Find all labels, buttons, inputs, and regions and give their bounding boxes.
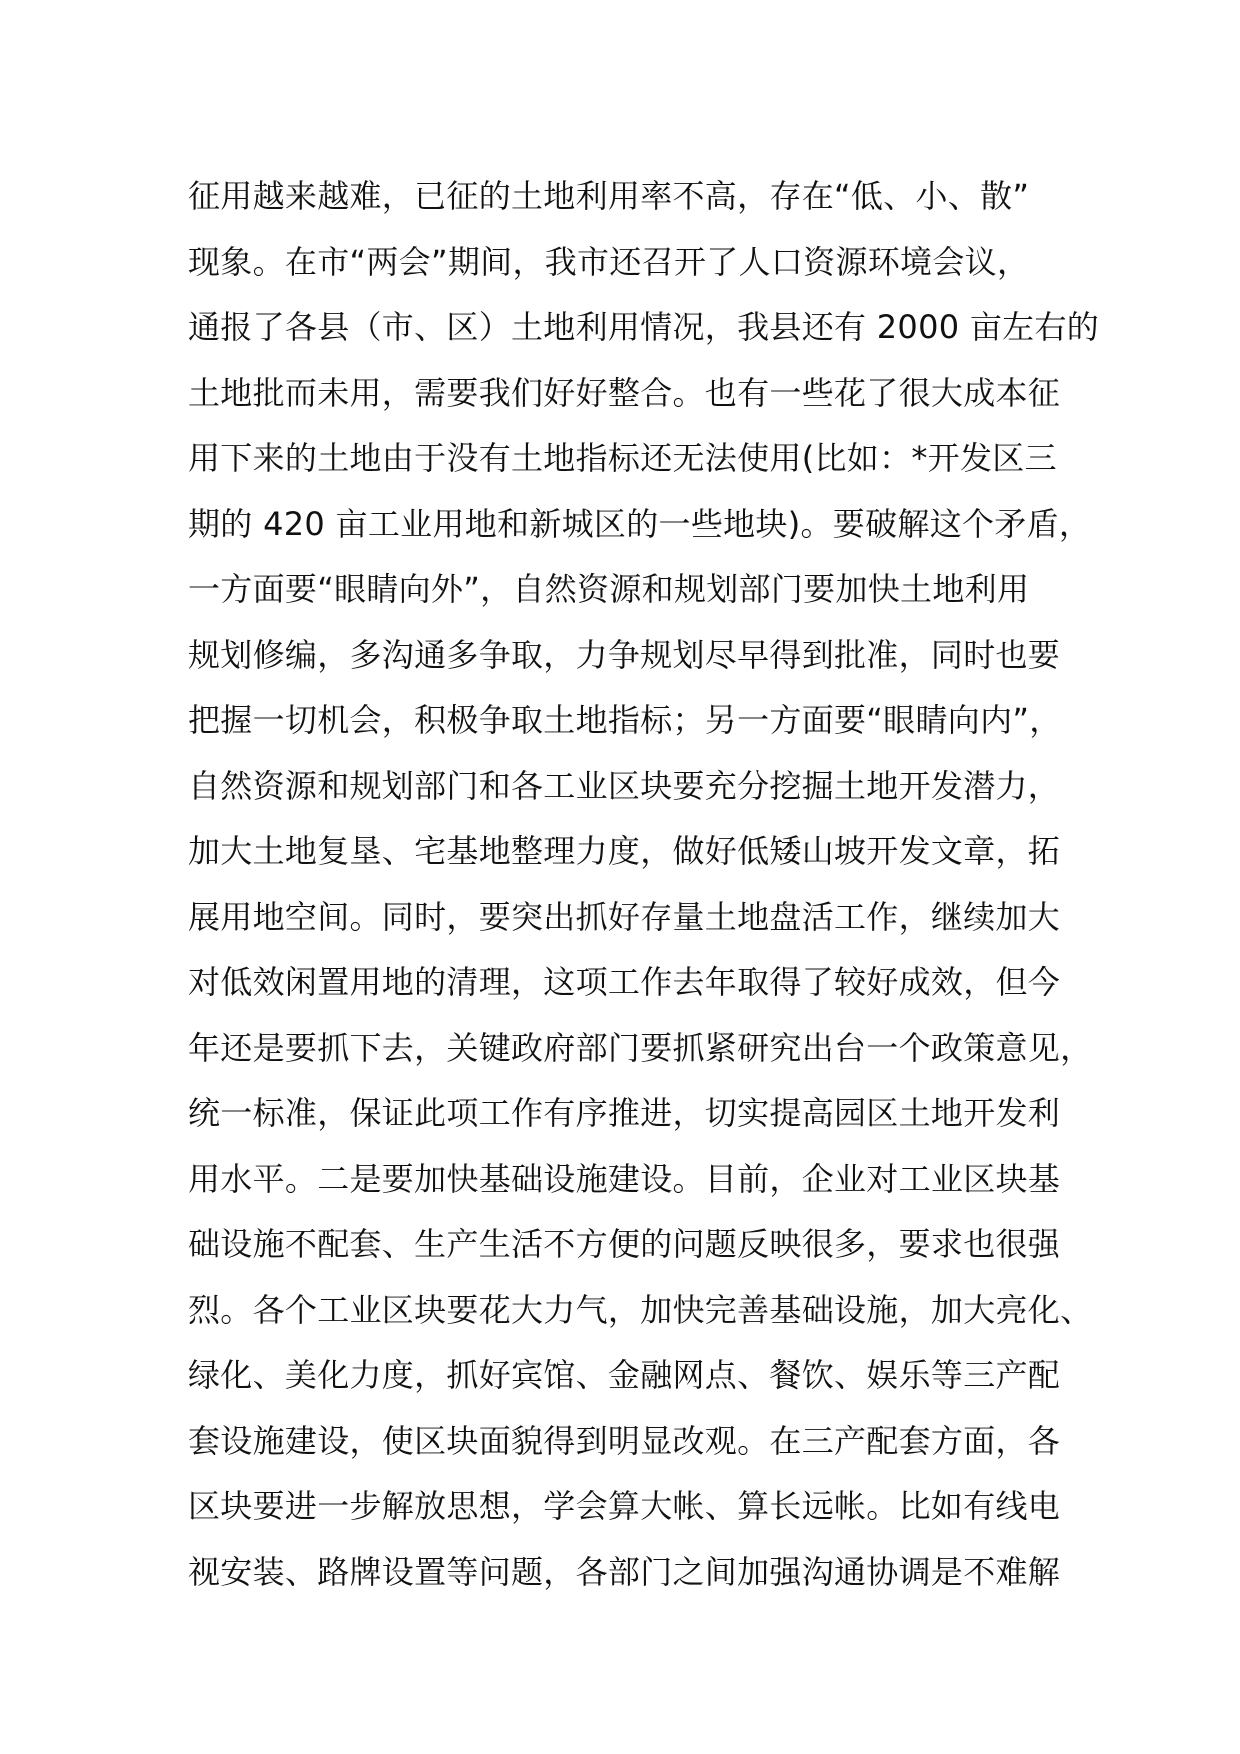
text-line: 加大土地复垦、宅基地整理力度，做好低矮山坡开发文章，拓 bbox=[188, 832, 1061, 870]
text-line: 区块要进一步解放思想，学会算大帐、算长远帐。比如有线电 bbox=[188, 1487, 1061, 1525]
text-line: 视安装、路牌设置等问题，各部门之间加强沟通协调是不难解 bbox=[188, 1552, 1061, 1591]
text-line: 一方面要“眼睛向外”，自然资源和规划部门要加快土地利用 bbox=[188, 570, 1030, 608]
text-line: 用下来的土地由于没有土地指标还无法使用(比如：*开发区三 bbox=[188, 439, 1057, 477]
text-line: 础设施不配套、生产生活不方便的问题反映很多，要求也很强 bbox=[188, 1225, 1061, 1263]
text-line: 土地批而未用，需要我们好好整合。也有一些花了很大成本征 bbox=[188, 373, 1061, 412]
text-line: 通报了各县（市、区）土地利用情况，我县还有 2000 亩左右的 bbox=[188, 308, 1100, 346]
text-line: 展用地空间。同时，要突出抓好存量土地盘活工作，继续加大 bbox=[188, 897, 1061, 936]
body-text bbox=[188, 164, 1100, 1605]
text-line: 规划修编，多沟通多争取，力争规划尽早得到批准，同时也要 bbox=[188, 635, 1061, 674]
text-line: 绿化、美化力度，抓好宾馆、金融网点、餐饮、娱乐等三产配 bbox=[188, 1356, 1061, 1394]
text-line: 套设施建设，使区块面貌得到明显改观。在三产配套方面，各 bbox=[188, 1421, 1061, 1460]
text-line: 期的 420 亩工业用地和新城区的一些地块)。要破解这个矛盾， bbox=[188, 504, 1092, 543]
text-line: 年还是要抓下去，关键政府部门要抓紧研究出台一个政策意见， bbox=[188, 1028, 1093, 1067]
text-line: 把握一切机会，积极争取土地指标；另一方面要“眼睛向内”， bbox=[188, 701, 1062, 739]
text-line: 征用越来越难，已征的土地利用率不高，存在“低、小、散” bbox=[188, 177, 1030, 215]
text-line: 现象。在市“两会”期间，我市还召开了人口资源环境会议， bbox=[188, 242, 1030, 281]
text-line: 自然资源和规划部门和各工业区块要充分挖掘土地开发潜力， bbox=[188, 766, 1061, 805]
text-line: 对低效闲置用地的清理，这项工作去年取得了较好成效，但今 bbox=[188, 963, 1061, 1001]
text-line: 烈。各个工业区块要花大力气，加快完善基础设施，加大亮化、 bbox=[188, 1290, 1093, 1329]
text-line: 统一标准，保证此项工作有序推进，切实提高园区土地开发利 bbox=[188, 1094, 1061, 1132]
text-line: 用水平。二是要加快基础设施建设。目前，企业对工业区块基 bbox=[188, 1159, 1061, 1198]
